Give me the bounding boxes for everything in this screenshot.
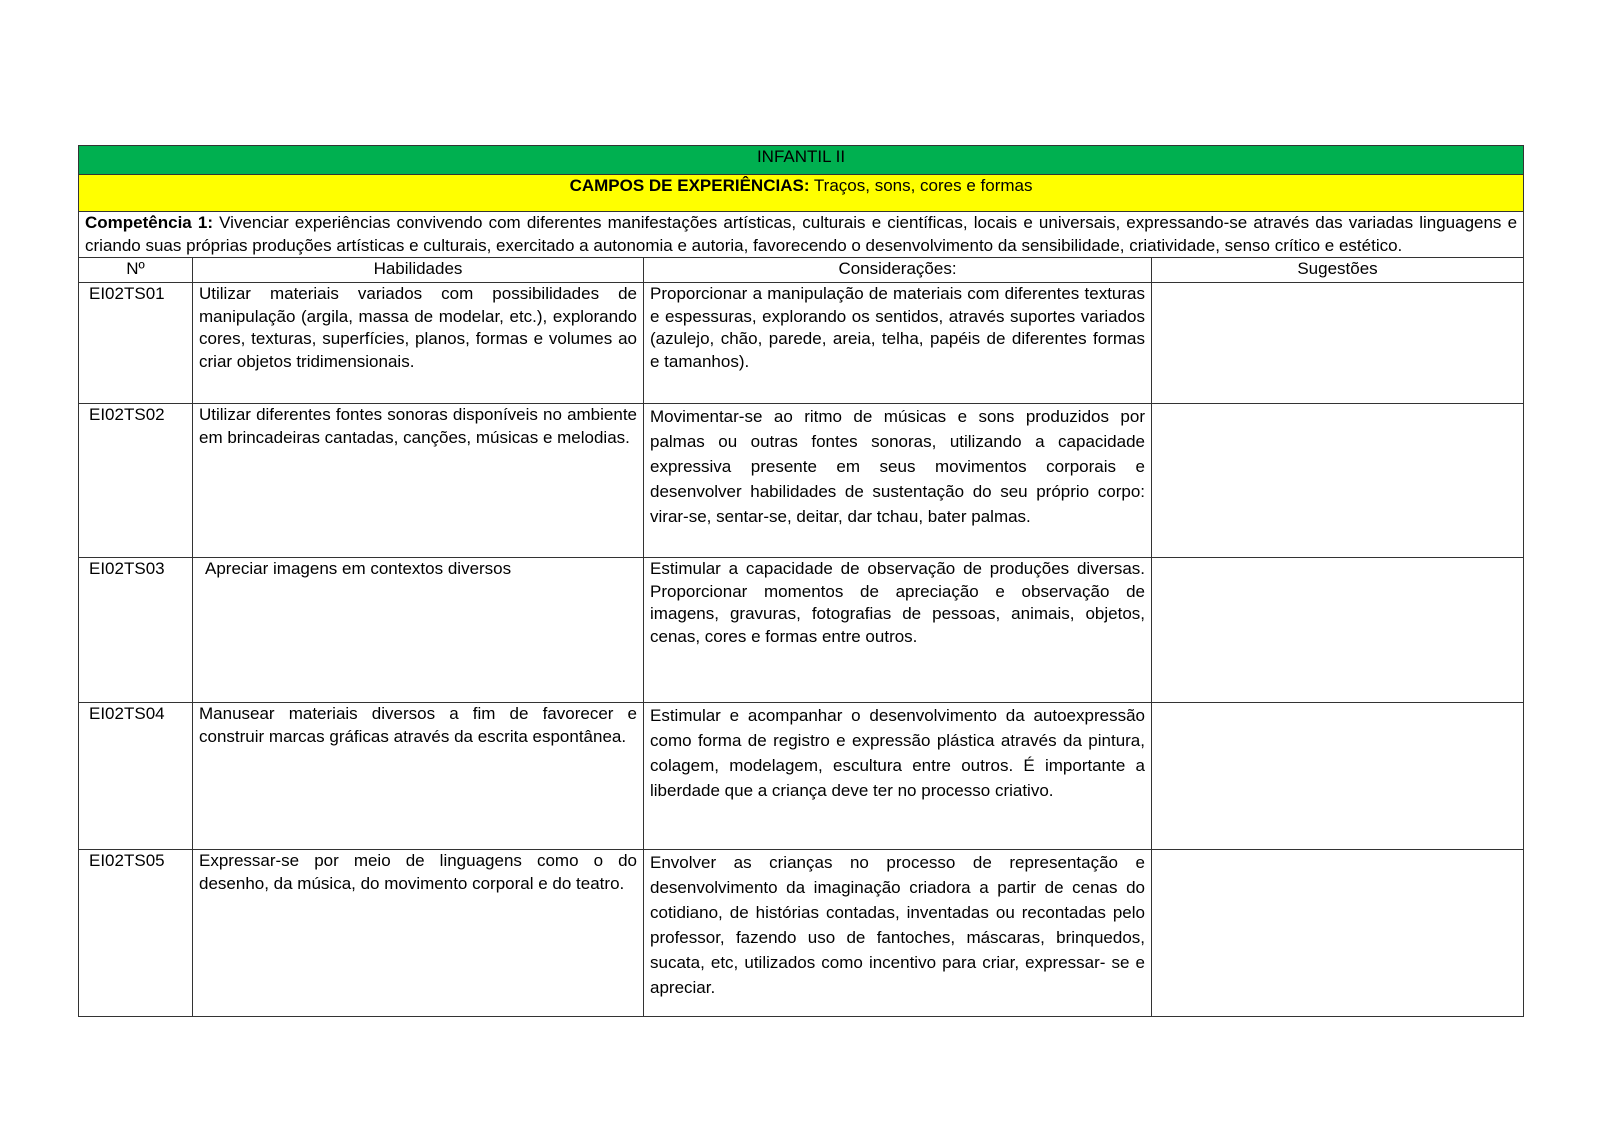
considerations-text: Estimular a capacidade de observação de produções diversas. Proporcionar momentos de apreciação e observação de imagens, gravuras, fotografias de pessoas, animais, objetos, cenas, cores e formas entre outros. (644, 558, 1152, 703)
table-row (79, 703, 1524, 850)
table-row (79, 283, 1524, 404)
suggestions-cell (1152, 404, 1524, 558)
skill-text: Utilizar diferentes fontes sonoras disponíveis no ambiente em brincadeiras cantadas, canções, músicas e melodias. (193, 404, 644, 558)
skill-text: Expressar-se por meio de linguagens como o do desenho, da música, do movimento corporal e do teatro. (193, 850, 644, 1017)
skill-text: Apreciar imagens em contextos diversos (193, 558, 644, 703)
skill-text: Utilizar materiais variados com possibilidades de manipulação (argila, massa de modelar, etc.), explorando cores, texturas, superfícies, planos, formas e volumes ao criar objetos tridimensionais. (193, 283, 644, 404)
skill-code: EI02TS03 (79, 558, 193, 703)
table-row (79, 558, 1524, 703)
suggestions-cell (1152, 558, 1524, 703)
skill-code: EI02TS05 (79, 850, 193, 1017)
table-header-row (79, 258, 1524, 283)
table-row (79, 850, 1524, 1017)
level-title: INFANTIL II (79, 146, 1524, 175)
suggestions-cell (1152, 850, 1524, 1017)
considerations-text: Proporcionar a manipulação de materiais com diferentes texturas e espessuras, explorando os sentidos, através suportes variados (azulejo, chão, parede, areia, telha, papéis de diferentes formas e tamanhos). (644, 283, 1152, 404)
competence-label: Competência 1: (85, 213, 213, 232)
column-header-suggestions: Sugestões (1152, 258, 1524, 283)
column-header-skills: Habilidades (193, 258, 644, 283)
suggestions-cell (1152, 283, 1524, 404)
competence-cell (79, 212, 1524, 258)
considerations-text: Envolver as crianças no processo de representação e desenvolvimento da imaginação criadora a partir de cenas do cotidiano, de histórias contadas, inventadas ou recontadas pelo professor, fazendo uso de fantoches, máscaras, brinquedos, sucata, etc, utilizados como incentivo para criar, expressar- se e apreciar. (644, 850, 1152, 1017)
skill-code: EI02TS04 (79, 703, 193, 850)
curriculum-table (78, 145, 1524, 1017)
table-row (79, 404, 1524, 558)
competence-row (79, 212, 1524, 258)
skill-code: EI02TS01 (79, 283, 193, 404)
column-header-considerations: Considerações: (644, 258, 1152, 283)
experience-field (79, 175, 1524, 212)
level-title-row (79, 146, 1524, 175)
skill-code: EI02TS02 (79, 404, 193, 558)
competence-text: Vivenciar experiências convivendo com diferentes manifestações artísticas, culturais e científicas, locais e universais, expressando-se através das variadas linguagens e criando suas próprias produções artísticas e culturais, exercitado a autonomia e autoria, favorecendo o desenvolvimento da sensibilidade, criatividade, senso crítico e estético. (85, 213, 1518, 255)
experience-field-label: CAMPOS DE EXPERIÊNCIAS: (569, 176, 810, 195)
experience-field-name: Traços, sons, cores e formas (813, 176, 1033, 195)
experience-field-row (79, 175, 1524, 212)
column-header-number: Nº (79, 258, 193, 283)
skill-text: Manusear materiais diversos a fim de favorecer e construir marcas gráficas através da escrita espontânea. (193, 703, 644, 850)
considerations-text: Movimentar-se ao ritmo de músicas e sons produzidos por palmas ou outras fontes sonoras, utilizando a capacidade expressiva presente em seus movimentos corporais e desenvolver habilidades de sustentação do seu próprio corpo: virar-se, sentar-se, deitar, dar tchau, bater palmas. (644, 404, 1152, 558)
considerations-text: Estimular e acompanhar o desenvolvimento da autoexpressão como forma de registro e expressão plástica através da pintura, colagem, modelagem, escultura entre outros. É importante a liberdade que a criança deve ter no processo criativo. (644, 703, 1152, 850)
suggestions-cell (1152, 703, 1524, 850)
